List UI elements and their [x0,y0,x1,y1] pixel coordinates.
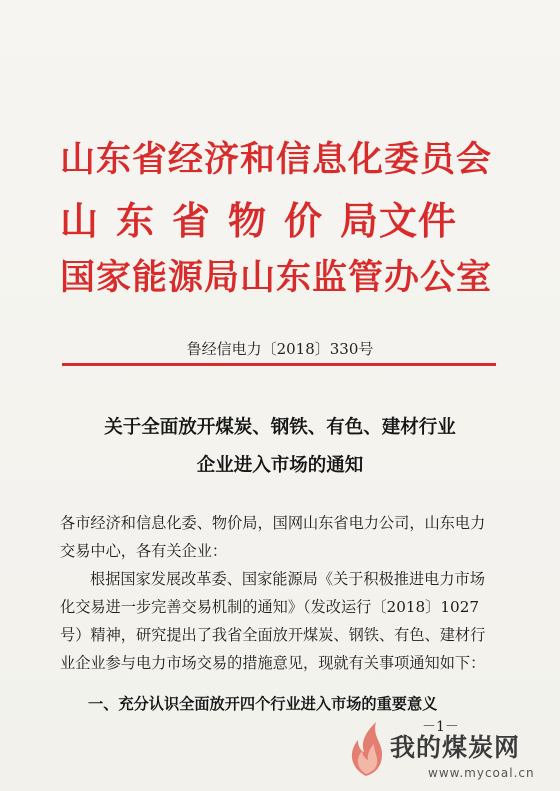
issuer-line-2-tail: 局文件 [340,199,458,243]
salutation: 各市经济和信息化委、物价局，国网山东省电力公司，山东电力交易中心，各有关企业： [60,514,486,560]
red-divider [62,363,496,366]
watermark-url: www.mycoal.cn [428,766,535,780]
issuer-line-2 [60,190,457,245]
issuer-line-1: 山东省经济和信息化委员会 [60,140,493,180]
page-number: －1－ [422,719,459,735]
document-number: 鲁经信电力〔2018〕330号 [186,340,374,358]
flame-logo-icon [342,718,390,778]
section-heading-1: 一、充分认识全面放开四个行业进入市场的重要意义 [88,695,438,713]
issuer-line-2-name: 山东省物价 [60,199,341,243]
body-paragraph-1: 根据国家发展改革委、国家能源局《关于积极推进电力市场化交易进一步完善交易机制的通知》（发改运行〔2018〕1027号）精神，研究提出了我省全面放开煤炭、钢铁、有色、建材行业企业参与电力市场交易的措施意见，现就有关事项通知如下： [60,570,486,672]
document-title-line-2: 企业进入市场的通知 [196,455,364,476]
watermark-name: 我的煤炭网 [390,733,521,762]
watermark [340,716,560,791]
issuer-line-3: 国家能源局山东监管办公室 [60,258,493,298]
document-title-line-1: 关于全面放开煤炭、钢铁、有色、建材行业 [104,417,456,438]
